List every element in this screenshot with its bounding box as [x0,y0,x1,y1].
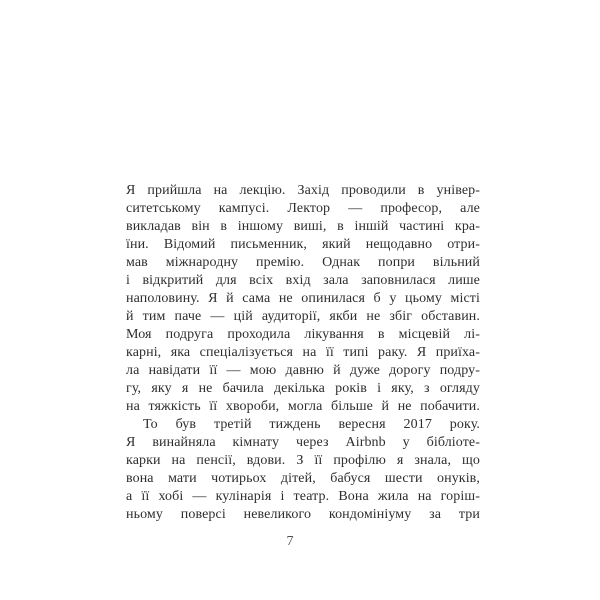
text-line: карки на пенсії, вдови. З її профілю я знала, що [126,453,480,468]
text-line: викладав він в іншому виші, в іншій частині кра- [126,219,480,234]
text-line: Я винайняла кімнату через Airbnb у бібліоте- [126,435,480,450]
page-text-block [126,182,480,524]
paragraph-start-line: То був третій тиждень вересня 2017 року. [143,417,480,432]
text-line: мав міжнародну премію. Однак попри вільний [126,255,480,270]
text-line: Я прийшла на лекцію. Захід проводили в універ- [126,183,480,198]
text-line: ситетському кампусі. Лектор — професор, але [126,201,480,216]
text-line: ньому поверсі невеликого кондомініуму за три [126,507,480,522]
text-line: наполовину. Я й сама не опинилася б у цьому місті [126,291,480,306]
text-line: карні, яка спеціалізується на її типі раку. Я приїха- [126,345,480,360]
text-line: вона мати чотирьох дітей, бабуся шести онуків, [126,471,480,486]
text-line: і відкритий для всіх вхід зала заповнилася лише [126,273,480,288]
text-line: й тим паче — цій аудиторії, якби не збіг обставин. [126,309,480,324]
text-line: а її хобі — кулінарія і театр. Вона жила на горіш- [126,489,480,504]
text-line: Моя подруга проходила лікування в місцевій лі- [126,327,480,342]
page-number: 7 [286,534,294,549]
text-line: їни. Відомий письменник, який нещодавно отри- [126,237,480,252]
text-line: гу, яку я не бачила декілька років і яку, з огляду [126,381,480,396]
text-line: на тяжкість її хвороби, могла більше й не побачити. [126,399,480,414]
text-line: ла навідати її — мою давню й дуже дорогу подру- [126,363,480,378]
